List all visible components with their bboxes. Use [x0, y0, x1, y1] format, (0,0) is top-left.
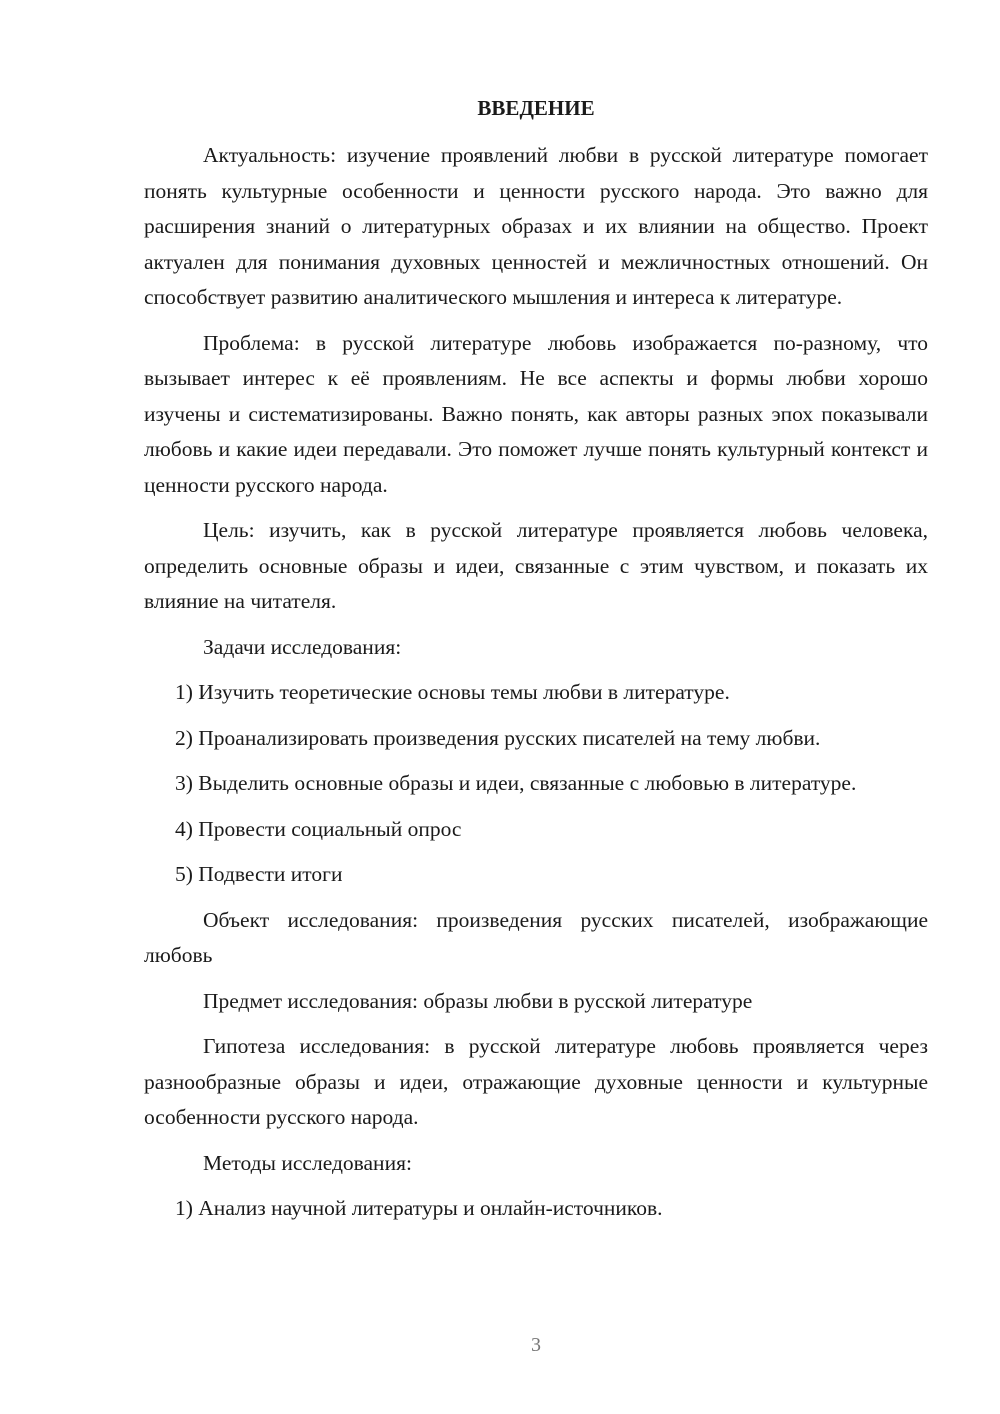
hypothesis-paragraph: Гипотеза исследования: в русской литературе любовь проявляется через разнообразные образы и идеи, отражающие духовные ценности и культурные особенности русского народа. — [144, 1034, 928, 1129]
methods-heading: Методы исследования: — [203, 1150, 412, 1175]
method-item-1: 1) Анализ научной литературы и онлайн-источников. — [175, 1196, 663, 1220]
object-paragraph: Объект исследования: произведения русских писателей, изображающие любовь — [144, 907, 928, 967]
page-content — [144, 90, 928, 1237]
task-item-1: 1) Изучить теоретические основы темы любви в литературе. — [175, 680, 730, 704]
task-item-4: 4) Провести социальный опрос — [175, 816, 462, 841]
task-item-5: 5) Подвести итоги — [175, 862, 343, 886]
page-number: 3 — [531, 1334, 541, 1356]
subject-paragraph: Предмет исследования: образы любви в русской литературе — [203, 988, 753, 1013]
tasks-heading: Задачи исследования: — [203, 634, 402, 659]
page-title: ВВЕДЕНИЕ — [477, 96, 595, 120]
goal-paragraph: Цель: изучить, как в русской литературе проявляется любовь человека, определить основные образы и идеи, связанные с этим чувством, и показать их влияние на читателя. — [144, 518, 928, 613]
task-item-3: 3) Выделить основные образы и идеи, связанные с любовью в литературе. — [175, 771, 857, 795]
task-item-2: 2) Проанализировать произведения русских писателей на тему любви. — [175, 725, 821, 750]
relevance-paragraph: Актуальность: изучение проявлений любви в русской литературе помогает понять культурные особенности и ценности русского народа. Это важно для расширения знаний о литературных образах и их влиянии на общество. Проект актуален для понимания духовных ценностей и межличностных отношений. Он способствует развитию аналитического мышления и интереса к литературе. — [144, 143, 928, 309]
problem-paragraph: Проблема: в русской литературе любовь изображается по-разному, что вызывает интерес к её проявлениям. Не все аспекты и формы любви хорошо изучены и систематизированы. Важно понять, как авторы разных эпох показывали любовь и какие идеи передавали. Это поможет лучше понять культурный контекст и ценности русского народа. — [144, 330, 928, 497]
